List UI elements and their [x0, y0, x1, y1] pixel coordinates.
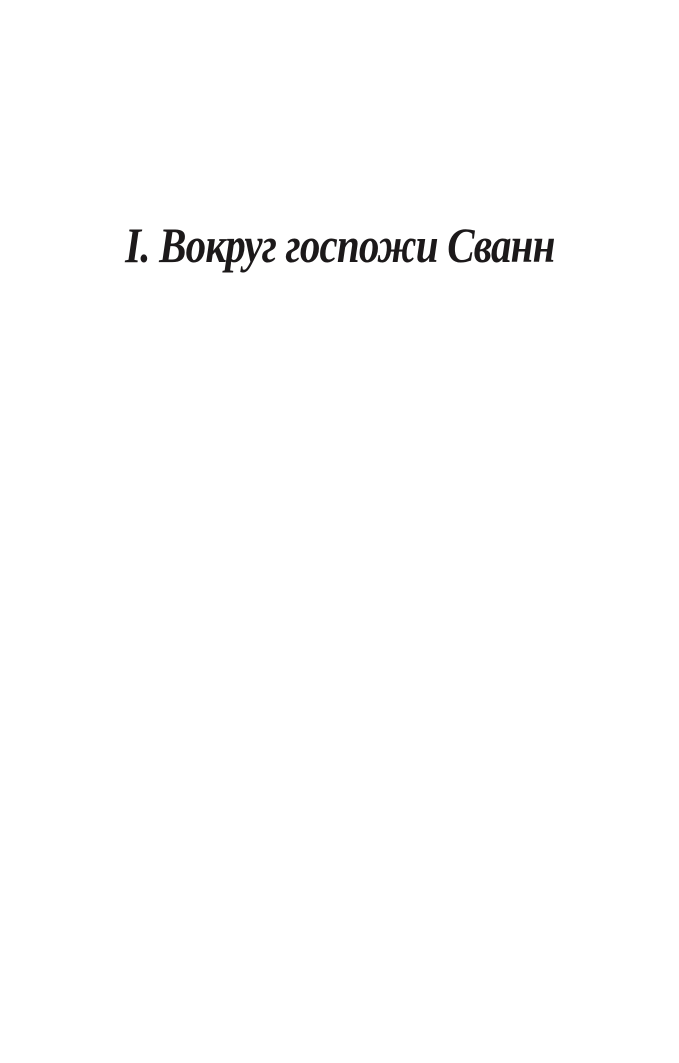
- chapter-heading: [0, 218, 679, 273]
- chapter-heading-text: I. Вокруг госпожи Сванн: [124, 217, 555, 273]
